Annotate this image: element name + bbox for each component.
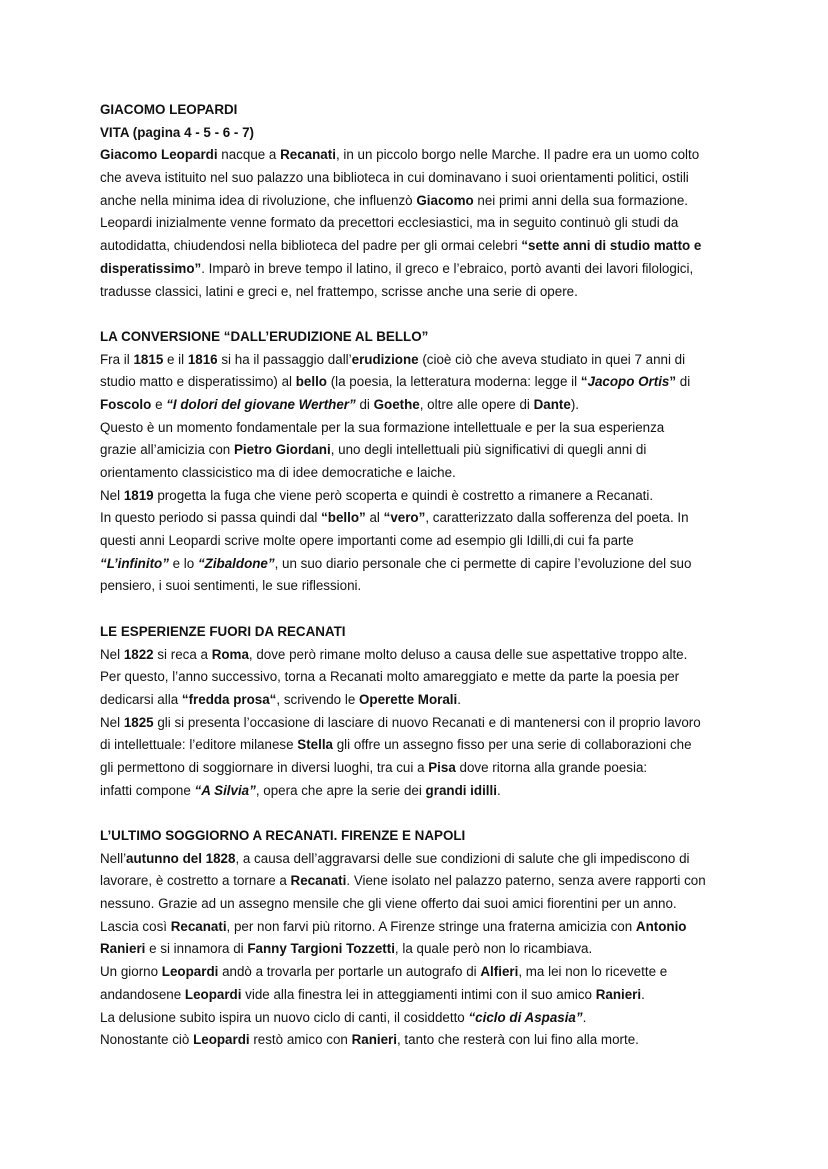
body-text: nei primi anni della sua formazione. [473, 192, 689, 208]
body-text: che aveva istituito nel suo palazzo una biblioteca in cui dominavano i suoi orientamenti politici, ostili [100, 170, 689, 186]
emphasis-text: “vero” [383, 510, 426, 526]
body-text: La delusione subito ispira un nuovo ciclo di canti, il cosiddetto [100, 1009, 469, 1025]
emphasis-text: Giacomo [416, 192, 474, 208]
section-vita [100, 122, 740, 304]
emphasis-text: Stella [297, 737, 333, 753]
section-body-esperienze [100, 644, 740, 803]
emphasis-text: 1816 [187, 351, 218, 367]
section-heading-ultimo: L’ULTIMO SOGGIORNO A RECANATI. FIRENZE E NAPOLI [100, 828, 466, 843]
text-line [100, 916, 740, 939]
body-text: Nel [100, 714, 124, 730]
text-line [100, 689, 740, 712]
emphasis-text: Ranieri [100, 941, 146, 957]
body-text: orientamento classicistico ma di idee democratiche e laiche. [100, 465, 456, 480]
text-line [100, 462, 740, 485]
emphasis-text: Pisa [428, 759, 456, 775]
body-text: Nel [100, 646, 124, 662]
body-text: . Imparò in breve tempo il latino, il greco e l’ebraico, portò avanti dei lavori filologici, [201, 260, 694, 276]
emphasis-text: “fredda prosa“ [181, 691, 277, 707]
emphasis-text: Fanny Targioni Tozzetti [247, 941, 395, 957]
section-heading-esperienze: LE ESPERIENZE FUORI DA RECANATI [100, 623, 346, 639]
text-line [100, 485, 740, 508]
section-heading-conversione: LA CONVERSIONE “DALL’ERUDIZIONE AL BELLO” [100, 328, 429, 344]
text-line [100, 961, 740, 984]
text-line [100, 394, 740, 417]
text-line [100, 734, 740, 757]
body-text: , a causa dell’aggravarsi delle sue condizioni di salute che gli impediscono di [235, 850, 690, 866]
body-text: , opera che apre la serie dei [255, 782, 426, 798]
section-conversione [100, 326, 740, 598]
body-text: di [676, 374, 691, 390]
emphasis-text: Operette Morali [359, 691, 458, 707]
text-line [100, 281, 740, 304]
body-text: , in un piccolo borgo nelle Marche. Il padre era un uomo colto [335, 147, 700, 163]
body-text: lavorare, è costretto a tornare a [100, 873, 291, 889]
body-text: gli permettono di soggiornare in diversi luoghi, tra cui a [100, 759, 429, 775]
body-text: e [151, 396, 167, 412]
body-text: Leopardi inizialmente venne formato da precettori ecclesiastici, ma in seguito continuò gli studi da [100, 215, 679, 231]
body-text: (la poesia, la letteratura moderna: legge il [326, 374, 581, 390]
text-line [100, 575, 740, 598]
emphasis-text: Foscolo [100, 396, 152, 412]
body-text: e si innamora di [145, 941, 248, 957]
emphasis-text: 1822 [123, 646, 154, 662]
emphasis-text: Leopardi [193, 1032, 250, 1048]
text-line [100, 984, 740, 1007]
emphasis-text: ” [669, 374, 677, 390]
document-page [100, 99, 740, 1052]
body-text: . [457, 691, 461, 707]
text-line [100, 644, 740, 667]
section-esperienze [100, 621, 740, 803]
body-text: andandosene [100, 986, 185, 1002]
emphasis-text: erudizione [351, 351, 419, 367]
body-text: dove ritorna alla grande poesia: [455, 759, 648, 775]
body-text: si reca a [153, 646, 212, 662]
body-text: (cioè ciò che aveva studiato in quei 7 anni di [418, 351, 686, 367]
body-text: , un suo diario personale che ci permette di capire l’evoluzione del suo [274, 555, 692, 571]
emphasis-text: 1819 [123, 487, 154, 503]
text-line [100, 144, 740, 167]
emphasis-text: Recanati [290, 873, 347, 889]
body-text: ). [570, 396, 580, 412]
emphasis-text: Roma [211, 646, 249, 662]
emphasis-text: Leopardi [161, 964, 219, 980]
emphasis-text: Jacopo Ortis [587, 374, 670, 390]
emphasis-text: 1825 [123, 714, 154, 730]
body-text: , caratterizzato dalla sofferenza del poeta. In [425, 510, 689, 526]
body-text: autodidatta, chiudendosi nella biblioteca del padre per gli ormai celebri [100, 238, 522, 254]
body-text: Nonostante ciò [100, 1032, 194, 1048]
body-text: . [582, 1009, 587, 1025]
paragraph-gap [100, 598, 740, 621]
emphasis-text: “ [580, 374, 588, 390]
text-line [100, 1007, 740, 1030]
emphasis-text: “sette anni di studio matto e [521, 238, 702, 254]
text-line [100, 439, 740, 462]
text-line [100, 530, 740, 553]
body-text: Nell’ [100, 850, 127, 866]
emphasis-text: “bello” [321, 510, 366, 526]
document-title: GIACOMO LEOPARDI [100, 102, 238, 117]
section-body-ultimo [100, 848, 740, 1052]
body-text: Lascia così [100, 918, 171, 934]
body-text: infatti compone [100, 782, 195, 798]
body-text: e lo [168, 555, 198, 571]
body-text: grazie all’amicizia con [100, 442, 234, 458]
emphasis-text: Leopardi [184, 986, 242, 1002]
emphasis-text: “I dolori del giovane Werther” [166, 396, 356, 412]
emphasis-text: bello [295, 374, 327, 390]
body-text: si ha il passaggio dall’ [217, 351, 352, 367]
body-text: gli si presenta l’occasione di lasciare di nuovo Recanati e di mantenersi con il proprio lavoro [153, 714, 701, 730]
body-text: vide alla finestra lei in atteggiamenti intimi con il suo amico [241, 986, 596, 1002]
section-body-vita [100, 144, 740, 303]
paragraph-gap [100, 802, 740, 825]
section-body-conversione [100, 349, 740, 599]
body-text: , dove però rimane molto deluso a causa delle sue aspettative troppo alte. [248, 646, 688, 662]
emphasis-text: 1815 [133, 351, 164, 367]
body-text: e il [163, 351, 188, 367]
body-text: di [355, 396, 374, 412]
emphasis-text: disperatissimo” [100, 260, 202, 276]
body-text: Questo è un momento fondamentale per la sua formazione intellettuale e per la sua esperienza [100, 419, 665, 435]
body-text: tradusse classici, latini e greci e, nel frattempo, scrisse anche una serie di opere. [100, 283, 578, 299]
body-text: nacque a [217, 147, 281, 163]
body-text: Nel [100, 487, 124, 503]
text-line [100, 167, 740, 190]
body-text: di intellettuale: l’editore milanese [100, 737, 298, 753]
body-text: . Viene isolato nel palazzo paterno, senza avere rapporti con [346, 873, 706, 889]
text-line [100, 258, 740, 281]
text-line [100, 848, 740, 871]
body-text: al [365, 510, 384, 526]
emphasis-text: Ranieri [351, 1032, 397, 1048]
body-text: gli offre un assegno fisso per una serie di collaborazioni che [333, 737, 692, 753]
body-text: restò amico con [249, 1032, 352, 1048]
body-text: dedicarsi alla [100, 691, 182, 707]
emphasis-text: Recanati [170, 918, 227, 934]
text-line [100, 190, 740, 213]
body-text: , la quale però non lo ricambiava. [394, 941, 593, 957]
body-text: , tanto che resterà con lui fino alla morte. [396, 1032, 639, 1048]
text-line [100, 757, 740, 780]
text-line [100, 893, 740, 916]
body-text: questi anni Leopardi scrive molte opere importanti come ad esempio gli Idilli,di cui fa parte [100, 533, 634, 549]
paragraph-gap [100, 303, 740, 326]
text-line [100, 235, 740, 258]
body-text: , uno degli intellettuali più significativi di quegli anni di [330, 442, 647, 458]
body-text: In questo periodo si passa quindi dal [100, 510, 322, 526]
emphasis-text: autunno del 1828 [126, 850, 236, 866]
text-line [100, 371, 740, 394]
text-line [100, 212, 740, 235]
body-text: , ma lei non lo ricevette e [518, 964, 668, 980]
body-text: . [496, 782, 501, 798]
emphasis-text: Alfieri [480, 964, 519, 980]
text-line [100, 870, 740, 893]
body-text: , scrivendo le [276, 691, 359, 707]
text-line [100, 1029, 740, 1052]
text-line [100, 666, 740, 689]
emphasis-text: “Zibaldone” [197, 555, 275, 571]
emphasis-text: Antonio [635, 918, 687, 934]
text-line [100, 780, 740, 803]
section-heading-vita: VITA (pagina 4 - 5 - 6 - 7) [100, 124, 255, 140]
body-text: pensiero, i suoi sentimenti, le sue riflessioni. [100, 578, 362, 594]
body-text: , per non farvi più ritorno. A Firenze stringe una fraterna amicizia con [226, 918, 636, 934]
emphasis-text: Giacomo Leopardi [100, 147, 218, 163]
emphasis-text: “L’infinito” [100, 555, 169, 571]
body-text: nessuno. Grazie ad un assegno mensile che gli viene offerto dai suoi amici fiorentini per un anno. [100, 896, 677, 912]
text-line [100, 507, 740, 530]
section-ultimo [100, 825, 740, 1052]
body-text: Per questo, l’anno successivo, torna a Recanati molto amareggiato e mette da parte la poesia per [100, 669, 680, 685]
emphasis-text: grandi idilli [425, 782, 497, 798]
text-line [100, 938, 740, 961]
emphasis-text: Pietro Giordani [233, 442, 331, 458]
body-text: . [641, 986, 645, 1002]
text-line [100, 349, 740, 372]
body-text: Un giorno [100, 964, 162, 980]
body-text: anche nella minima idea di rivoluzione, che influenzò [100, 192, 417, 208]
body-text: progetta la fuga che viene però scoperta e quindi è costretto a rimanere a Recanati. [153, 487, 654, 503]
body-text: studio matto e disperatissimo) al [100, 374, 296, 390]
text-line [100, 417, 740, 440]
emphasis-text: Ranieri [595, 986, 642, 1002]
emphasis-text: “ciclo di Aspasia” [468, 1009, 583, 1025]
emphasis-text: Dante [533, 396, 571, 412]
emphasis-text: Recanati [280, 147, 336, 163]
emphasis-text: Goethe [373, 396, 420, 412]
body-text: Fra il [100, 351, 134, 367]
text-line [100, 712, 740, 735]
emphasis-text: “A Silvia” [194, 782, 256, 798]
body-text: , oltre alle opere di [419, 396, 534, 412]
body-text: andò a trovarla per portarle un autografo di [218, 964, 481, 980]
text-line [100, 553, 740, 576]
